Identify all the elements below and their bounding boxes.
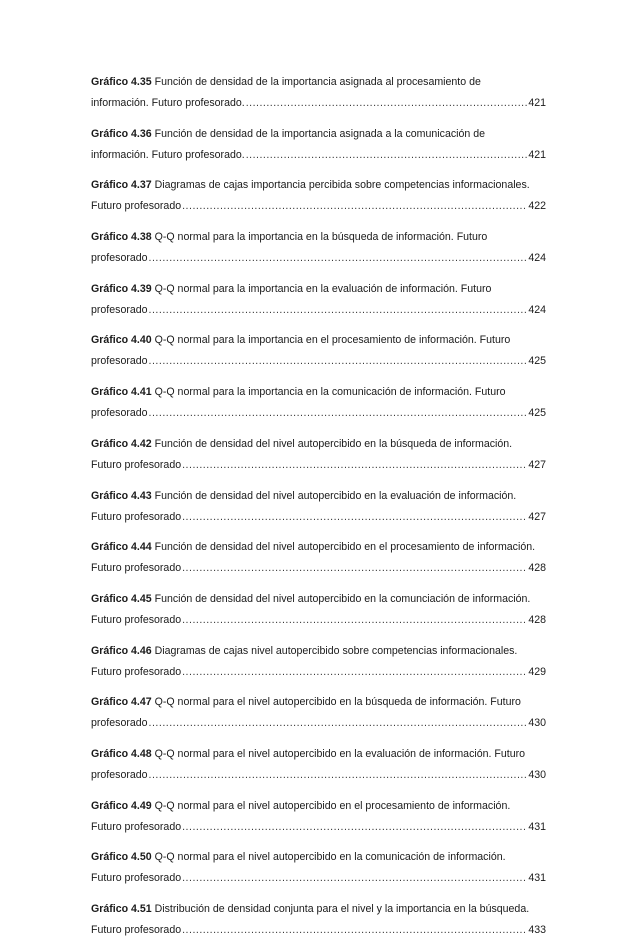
- toc-entry-page-line: [91, 868, 546, 889]
- toc-entry-page-line: [91, 351, 546, 372]
- dot-leader: [149, 248, 528, 269]
- toc-entry[interactable]: [91, 279, 546, 321]
- toc-entry-page-number: 428: [528, 562, 546, 575]
- toc-entry-continuation: profesorado: [91, 355, 148, 368]
- toc-entry-continuation: información. Futuro profesorado.: [91, 97, 245, 109]
- toc-entry-label: Gráfico 4.50: [91, 851, 152, 864]
- toc-entry-title: Función de densidad del nivel autopercibido en la búsqueda de información.: [154, 437, 513, 450]
- toc-entry-title-line: [91, 847, 546, 868]
- toc-entry[interactable]: [91, 124, 546, 166]
- toc-entry-page-line: [91, 93, 546, 114]
- toc-entry-title: Q-Q normal para el nivel autopercibido en la comunicación de información.: [154, 851, 506, 864]
- toc-entry-continuation: profesorado: [91, 252, 148, 265]
- toc-entry-title-line: [91, 434, 546, 455]
- toc-entry-title-line: [91, 175, 546, 196]
- toc-entry-continuation: información. Futuro profesorado.: [91, 148, 245, 161]
- toc-entry-title: Función de densidad de la importancia asignada al procesamiento de: [154, 76, 481, 88]
- toc-entry[interactable]: [91, 899, 546, 941]
- toc-entry[interactable]: [91, 589, 546, 631]
- toc-entry-title: Q-Q normal para el nivel autopercibido en la evaluación de información. Futuro: [154, 747, 526, 760]
- toc-entry-title: Diagramas de cajas importancia percibida sobre competencias informacionales.: [154, 179, 530, 192]
- toc-entry-title: Función de densidad de la importancia asignada a la comunicación de: [154, 127, 485, 140]
- toc-entry-continuation: Futuro profesorado: [91, 200, 182, 213]
- dot-leader: [149, 300, 528, 321]
- toc-entry-label: Gráfico 4.47: [91, 696, 152, 709]
- toc-entry-title: Q-Q normal para la importancia en la comunicación de información. Futuro: [154, 386, 506, 399]
- dot-leader: [149, 351, 528, 372]
- toc-entry-title-line: [91, 227, 546, 248]
- toc-entry-page-line: [91, 817, 546, 838]
- toc-entry[interactable]: [91, 175, 546, 217]
- toc-entry-continuation: Futuro profesorado: [91, 872, 182, 885]
- toc-entry-page-number: 430: [528, 717, 546, 730]
- toc-entry[interactable]: [91, 796, 546, 838]
- toc-entry-continuation: profesorado: [91, 303, 148, 316]
- toc-entry-page-number: 421: [528, 97, 546, 109]
- dot-leader: [182, 507, 527, 528]
- toc-entry-title-line: [91, 692, 546, 713]
- toc-entry-continuation: profesorado: [91, 717, 148, 730]
- dot-leader: [149, 403, 528, 424]
- dot-leader: [182, 455, 527, 476]
- dot-leader: [182, 610, 527, 631]
- toc-entry-page-line: [91, 145, 546, 166]
- toc-entry[interactable]: [91, 692, 546, 734]
- toc-entry-label: Gráfico 4.39: [91, 282, 152, 295]
- toc-entry[interactable]: [91, 72, 546, 114]
- toc-entry-continuation: Futuro profesorado: [91, 665, 182, 678]
- toc-entry-continuation: profesorado: [91, 768, 148, 781]
- toc-entry-page-line: [91, 713, 546, 734]
- toc-entry-page-line: [91, 662, 546, 683]
- toc-entry-page-number: 424: [528, 252, 546, 265]
- toc-entry-title-line: [91, 537, 546, 558]
- toc-entry-continuation: profesorado: [91, 407, 148, 420]
- dot-leader: [246, 145, 528, 166]
- toc-entry[interactable]: [91, 227, 546, 269]
- toc-entry-page-number: 428: [528, 613, 546, 626]
- toc-entry-label: Gráfico 4.36: [91, 127, 152, 140]
- dot-leader: [149, 765, 528, 786]
- toc-entry-continuation: Futuro profesorado: [91, 613, 182, 626]
- toc-entry-title: Q-Q normal para el nivel autopercibido en el procesamiento de información.: [154, 799, 511, 812]
- toc-entry-title-line: [91, 899, 546, 920]
- dot-leader: [182, 662, 527, 683]
- toc-entry[interactable]: [91, 537, 546, 579]
- toc-entry-page-line: [91, 765, 546, 786]
- toc-entry-page-number: 433: [528, 924, 546, 936]
- toc-entry-continuation: Futuro profesorado: [91, 458, 182, 471]
- toc-entry-title: Q-Q normal para la importancia en el procesamiento de información. Futuro: [154, 334, 511, 347]
- toc-entry-page-line: [91, 403, 546, 424]
- toc-entry-page-number: 427: [528, 510, 546, 523]
- toc-entry-title-line: [91, 744, 546, 765]
- toc-entry[interactable]: [91, 330, 546, 372]
- toc-entry-page-line: [91, 610, 546, 631]
- dot-leader: [182, 558, 527, 579]
- toc-entry-page-number: 431: [528, 820, 546, 833]
- dot-leader: [182, 817, 527, 838]
- toc-entry-continuation: Futuro profesorado: [91, 510, 182, 523]
- toc-entry-title: Función de densidad del nivel autopercibido en la comunciación de información.: [154, 592, 531, 605]
- toc-entry-title-line: [91, 641, 546, 662]
- toc-entry-page-number: 421: [528, 148, 546, 161]
- toc-entry-page-number: 422: [528, 200, 546, 213]
- dot-leader: [182, 868, 527, 889]
- toc-entry-title: Función de densidad del nivel autopercibido en el procesamiento de información.: [154, 541, 536, 554]
- toc-entry-title-line: [91, 589, 546, 610]
- dot-leader: [246, 93, 528, 114]
- toc-entry-label: Gráfico 4.51: [91, 903, 152, 915]
- toc-entry-title-line: [91, 124, 546, 145]
- toc-entry-title: Diagramas de cajas nivel autopercibido sobre competencias informacionales.: [154, 644, 518, 657]
- toc-entry[interactable]: [91, 847, 546, 889]
- toc-entry-title: Q-Q normal para la importancia en la evaluación de información. Futuro: [154, 282, 492, 295]
- toc-entry-page-number: 425: [528, 407, 546, 420]
- toc-entry[interactable]: [91, 434, 546, 476]
- toc-entry-label: Gráfico 4.42: [91, 437, 152, 450]
- toc-entry-page-line: [91, 300, 546, 321]
- toc-entry-continuation: Futuro profesorado: [91, 820, 182, 833]
- toc-entry[interactable]: [91, 382, 546, 424]
- toc-entry-label: Gráfico 4.38: [91, 231, 152, 244]
- toc-entry-label: Gráfico 4.44: [91, 541, 152, 554]
- toc-entry-label: Gráfico 4.48: [91, 747, 152, 760]
- toc-entry-page-line: [91, 920, 546, 941]
- toc-entry-label: Gráfico 4.35: [91, 76, 152, 88]
- toc-entry-continuation: Futuro profesorado: [91, 924, 182, 936]
- toc-entry-title: Q-Q normal para el nivel autopercibido en la búsqueda de información. Futuro: [154, 696, 521, 709]
- toc-entry-title-line: [91, 330, 546, 351]
- toc-entry-title-line: [91, 486, 546, 507]
- toc-entry-title-line: [91, 382, 546, 403]
- toc-entry-page-line: [91, 507, 546, 528]
- table-of-figures: [91, 72, 546, 951]
- toc-entry-label: Gráfico 4.41: [91, 386, 152, 399]
- toc-entry-page-number: 427: [528, 458, 546, 471]
- toc-entry-page-line: [91, 558, 546, 579]
- toc-entry[interactable]: [91, 486, 546, 528]
- toc-entry-page-line: [91, 196, 546, 217]
- toc-entry-title: Q-Q normal para la importancia en la búsqueda de información. Futuro: [154, 231, 488, 244]
- toc-entry-title: Función de densidad del nivel autopercibido en la evaluación de información.: [154, 489, 517, 502]
- toc-entry[interactable]: [91, 641, 546, 683]
- toc-entry-label: Gráfico 4.43: [91, 489, 152, 502]
- toc-entry-page-line: [91, 248, 546, 269]
- toc-entry-page-number: 430: [528, 768, 546, 781]
- toc-entry-page-number: 424: [528, 303, 546, 316]
- toc-entry-title-line: [91, 279, 546, 300]
- toc-entry-title-line: [91, 72, 546, 93]
- toc-entry-page-number: 431: [528, 872, 546, 885]
- toc-entry-label: Gráfico 4.45: [91, 592, 152, 605]
- dot-leader: [149, 713, 528, 734]
- toc-entry-label: Gráfico 4.49: [91, 799, 152, 812]
- toc-entry-page-line: [91, 455, 546, 476]
- toc-entry[interactable]: [91, 744, 546, 786]
- toc-entry-label: Gráfico 4.46: [91, 644, 152, 657]
- toc-entry-title-line: [91, 796, 546, 817]
- toc-entry-title: Distribución de densidad conjunta para el nivel y la importancia en la búsqueda.: [154, 903, 530, 915]
- toc-entry-page-number: 425: [528, 355, 546, 368]
- dot-leader: [182, 920, 527, 941]
- dot-leader: [182, 196, 527, 217]
- toc-entry-label: Gráfico 4.37: [91, 179, 152, 192]
- toc-entry-page-number: 429: [528, 665, 546, 678]
- toc-entry-label: Gráfico 4.40: [91, 334, 152, 347]
- toc-entry-continuation: Futuro profesorado: [91, 562, 182, 575]
